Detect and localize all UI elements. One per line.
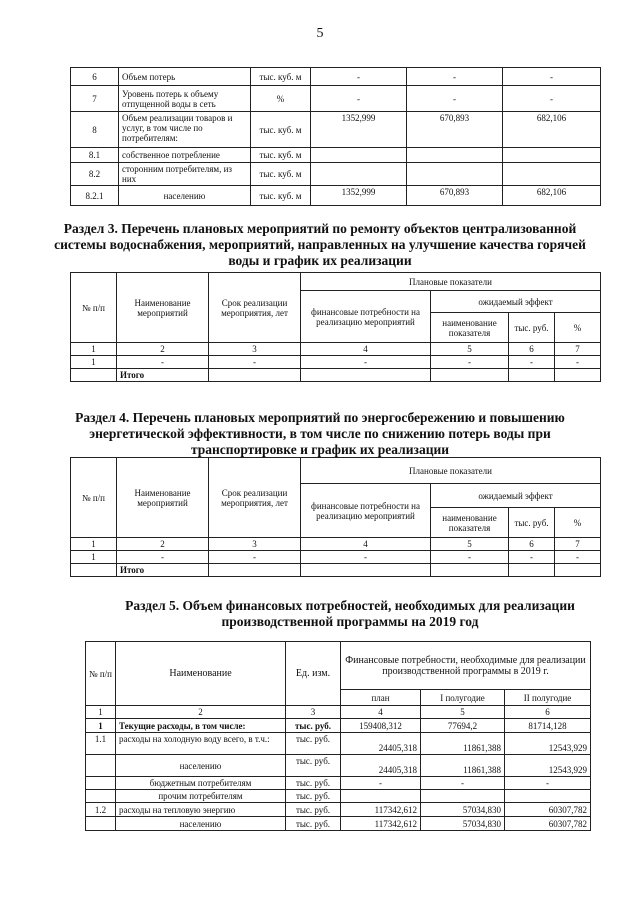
table-row [71, 68, 601, 86]
col-num: № п/п [71, 458, 117, 538]
col-unit: Ед. изм. [286, 642, 341, 706]
index-cell: 6 [505, 706, 591, 719]
index-cell: 1 [71, 343, 117, 356]
col-pct: % [555, 313, 601, 343]
row-value: - [311, 86, 407, 112]
table-row [86, 719, 591, 733]
row-unit: тыс. руб. [286, 817, 341, 831]
row-plan: 117342,612 [341, 817, 421, 831]
data-cell: - [555, 356, 601, 369]
row-unit: тыс. куб. м [251, 186, 311, 206]
table-row [86, 706, 591, 719]
col-plan: Плановые показатели [301, 458, 601, 484]
table-row [71, 163, 601, 186]
row-h2: - [505, 777, 591, 790]
row-value [311, 163, 407, 186]
col-fin: финансовые потребности на реализацию мероприятий [301, 291, 431, 343]
row-h2: 12543,929 [505, 755, 591, 777]
index-cell: 6 [509, 343, 555, 356]
row-unit: тыс. руб. [286, 733, 341, 755]
row-num [86, 755, 116, 777]
row-plan: 159408,312 [341, 719, 421, 733]
col-plan: план [341, 690, 421, 706]
row-h2: 60307,782 [505, 803, 591, 817]
row-unit: тыс. руб. [286, 755, 341, 777]
col-name: Наименование мероприятий [117, 273, 209, 343]
row-value: - [503, 86, 601, 112]
total-row [71, 369, 601, 382]
page-number: 5 [316, 26, 324, 41]
table-row [71, 186, 601, 206]
row-unit: тыс. руб. [286, 790, 341, 803]
row-unit: % [251, 86, 311, 112]
row-value: 670,893 [407, 186, 503, 206]
data-cell: - [301, 356, 431, 369]
table-row [71, 356, 601, 369]
data-cell: - [117, 551, 209, 564]
data-cell: - [555, 551, 601, 564]
row-num: 8.1 [71, 148, 119, 163]
row-h1: 57034,830 [421, 817, 505, 831]
row-plan: - [341, 777, 421, 790]
row-h2: 12543,929 [505, 733, 591, 755]
index-cell: 6 [509, 538, 555, 551]
row-h2: 81714,128 [505, 719, 591, 733]
row-plan [341, 790, 421, 803]
row-name: населению [119, 186, 251, 206]
table-header-row [71, 273, 601, 291]
col-h2: II полугодие [505, 690, 591, 706]
row-value: 682,106 [503, 186, 601, 206]
row-name: прочим потребителям [116, 790, 286, 803]
row-unit: тыс. куб. м [251, 163, 311, 186]
index-cell: 3 [286, 706, 341, 719]
table-row [86, 777, 591, 790]
row-name: Текущие расходы, в том числе: [116, 719, 286, 733]
row-value: 670,893 [407, 112, 503, 148]
row-value: 1352,999 [311, 186, 407, 206]
col-effect: ожидаемый эффект [431, 484, 601, 508]
row-h1: 11861,388 [421, 733, 505, 755]
row-value [407, 163, 503, 186]
table-row [71, 538, 601, 551]
row-num: 1.1 [86, 733, 116, 755]
col-num: № п/п [71, 273, 117, 343]
top-table [70, 67, 601, 206]
col-name: Наименование [116, 642, 286, 706]
row-h1: 57034,830 [421, 803, 505, 817]
row-unit: тыс. руб. [286, 719, 341, 733]
row-name: Объем потерь [119, 68, 251, 86]
col-fin: финансовые потребности на реализацию мероприятий [301, 484, 431, 538]
index-cell: 7 [555, 343, 601, 356]
row-value [311, 148, 407, 163]
row-name: Объем реализации товаров и услуг, в том числе по потребителям: [119, 112, 251, 148]
data-cell: - [509, 551, 555, 564]
row-plan: 24405,318 [341, 755, 421, 777]
data-cell: 1 [71, 356, 117, 369]
index-cell: 5 [421, 706, 505, 719]
row-num: 8.2 [71, 163, 119, 186]
row-unit: тыс. куб. м [251, 112, 311, 148]
table-row [71, 343, 601, 356]
section3-table [70, 272, 601, 382]
row-h1 [421, 790, 505, 803]
row-num: 1.2 [86, 803, 116, 817]
index-cell: 3 [209, 538, 301, 551]
col-name: Наименование мероприятий [117, 458, 209, 538]
row-plan: 24405,318 [341, 733, 421, 755]
index-cell: 5 [431, 538, 509, 551]
table-row [86, 790, 591, 803]
section4-heading: Раздел 4. Перечень плановых мероприятий по энергосбережению и повышению энергетической эффективности, в том числе по снижению потерь воды при транспортировке и график их реализации [75, 410, 565, 457]
col-ind: наименование показателя [431, 508, 509, 538]
row-name: сторонним потребителям, из них [119, 163, 251, 186]
row-h1: - [421, 777, 505, 790]
row-num: 8 [71, 112, 119, 148]
row-name: бюджетным потребителям [116, 777, 286, 790]
row-num: 1 [86, 719, 116, 733]
index-cell: 1 [71, 538, 117, 551]
section4-table [70, 457, 601, 577]
row-unit: тыс. руб. [286, 803, 341, 817]
col-h1: I полугодие [421, 690, 505, 706]
row-num [86, 790, 116, 803]
row-num: 7 [71, 86, 119, 112]
row-name: расходы на холодную воду всего, в т.ч.: [116, 733, 286, 755]
row-plan: 117342,612 [341, 803, 421, 817]
index-cell: 1 [86, 706, 116, 719]
table-row [86, 803, 591, 817]
col-effect: ожидаемый эффект [431, 291, 601, 313]
col-pct: % [555, 508, 601, 538]
index-cell: 3 [209, 343, 301, 356]
data-cell: - [209, 551, 301, 564]
row-name: Уровень потерь к объему отпущенной воды в сеть [119, 86, 251, 112]
total-row [71, 564, 601, 577]
section3-heading: Раздел 3. Перечень плановых мероприятий по ремонту объектов централизованной системы водоснабжения, мероприятий, направленных на улучшение качества горячей воды и график их реализации [54, 221, 586, 268]
index-cell: 2 [116, 706, 286, 719]
data-cell: - [117, 356, 209, 369]
row-num [86, 817, 116, 831]
total-label: Итого [117, 564, 209, 577]
col-fin: Финансовые потребности, необходимые для реализации производственной программы в 2019 г. [341, 642, 591, 690]
table-header-row [71, 458, 601, 484]
row-value: - [503, 68, 601, 86]
row-h2 [505, 790, 591, 803]
col-term: Срок реализации мероприятия, лет [209, 458, 301, 538]
data-cell: - [301, 551, 431, 564]
data-cell: - [509, 356, 555, 369]
table-row [86, 817, 591, 831]
row-value [407, 148, 503, 163]
row-num [86, 777, 116, 790]
index-cell: 4 [301, 538, 431, 551]
index-cell: 2 [117, 343, 209, 356]
index-cell: 7 [555, 538, 601, 551]
col-num: № п/п [86, 642, 116, 706]
table-header-row [86, 642, 591, 690]
col-ind: наименование показателя [431, 313, 509, 343]
data-cell: - [209, 356, 301, 369]
row-value: 682,106 [503, 112, 601, 148]
row-value: - [407, 68, 503, 86]
col-plan: Плановые показатели [301, 273, 601, 291]
table-row [71, 86, 601, 112]
row-h1: 77694,2 [421, 719, 505, 733]
index-cell: 5 [431, 343, 509, 356]
row-value: 1352,999 [311, 112, 407, 148]
total-label: Итого [117, 369, 209, 382]
row-h1: 11861,388 [421, 755, 505, 777]
section5-table [85, 641, 591, 831]
row-name: населению [116, 817, 286, 831]
row-value [503, 163, 601, 186]
col-term: Срок реализации мероприятия, лет [209, 273, 301, 343]
row-num: 8.2.1 [71, 186, 119, 206]
row-name: расходы на тепловую энергию [116, 803, 286, 817]
row-unit: тыс. куб. м [251, 148, 311, 163]
row-h2: 60307,782 [505, 817, 591, 831]
index-cell: 2 [117, 538, 209, 551]
row-name: населению [116, 755, 286, 777]
data-cell: - [431, 356, 509, 369]
row-value: - [311, 68, 407, 86]
col-rub: тыс. руб. [509, 313, 555, 343]
table-row [86, 733, 591, 755]
row-value: - [407, 86, 503, 112]
data-cell: 1 [71, 551, 117, 564]
table-row [71, 148, 601, 163]
data-cell: - [431, 551, 509, 564]
col-rub: тыс. руб. [509, 508, 555, 538]
index-cell: 4 [301, 343, 431, 356]
table-row [86, 755, 591, 777]
table-row [71, 112, 601, 148]
row-value [503, 148, 601, 163]
index-cell: 4 [341, 706, 421, 719]
row-unit: тыс. куб. м [251, 68, 311, 86]
table-row [71, 551, 601, 564]
row-num: 6 [71, 68, 119, 86]
row-unit: тыс. руб. [286, 777, 341, 790]
section5-heading: Раздел 5. Объем финансовых потребностей, необходимых для реализации производственной программы на 2019 год [125, 598, 575, 629]
row-name: собственное потребление [119, 148, 251, 163]
